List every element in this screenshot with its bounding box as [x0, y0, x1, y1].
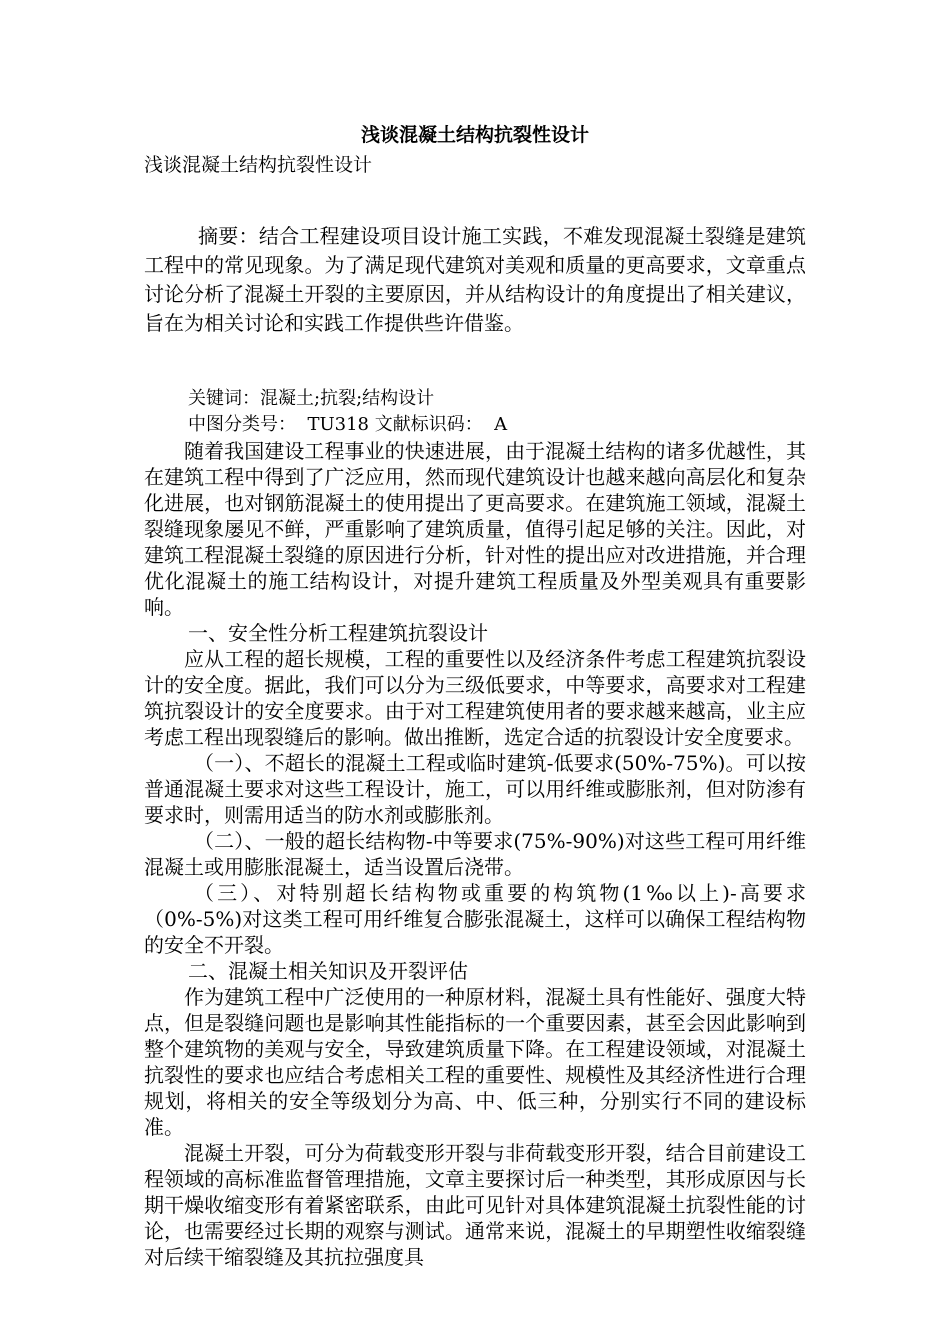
- requirement-medium: （二）、一般的超长结构物-中等要求(75%-90%)对这些工程可用纤维混凝土或用膨胀混凝土，适当设置后浇带。: [144, 829, 806, 879]
- cracking-paragraph: 混凝土开裂，可分为荷载变形开裂与非荷载变形开裂，结合目前建设工程领域的高标准监督管理措施，文章主要探讨后一种类型，其形成原因与长期干燥收缩变形有着紧密联系，由此可见针对具体建筑混凝土抗裂性能的讨论，也需要经过长期的观察与测试。通常来说，混凝土的早期塑性收缩裂缝对后续干缩裂缝及其抗拉强度具: [144, 1141, 806, 1269]
- intro-paragraph: 随着我国建设工程事业的快速进展，由于混凝土结构的诸多优越性，其在建筑工程中得到了广泛应用，然而现代建筑设计也越来越向高层化和复杂化进展，也对钢筋混凝土的使用提出了更高要求。在建筑施工领域，混凝土裂缝现象屡见不鲜，严重影响了建筑质量，值得引起足够的关注。因此，对建筑工程混凝土裂缝的原因进行分析，针对性的提出应对改进措施，并合理优化混凝土的施工结构设计，对提升建筑工程质量及外型美观具有重要影响。: [144, 439, 806, 619]
- classification-line: 中图分类号： TU318 文献标识码： A: [188, 414, 508, 435]
- document-page: [144, 118, 806, 1270]
- section-heading-safety: 一、安全性分析工程建筑抗裂设计: [188, 621, 488, 645]
- document-title: 浅谈混凝土结构抗裂性设计: [360, 124, 589, 146]
- abstract-paragraph: 摘要：结合工程建设项目设计施工实践，不难发现混凝土裂缝是建筑工程中的常见现象。为了满足现代建筑对美观和质量的更高要求，文章重点讨论分析了混凝土开裂的主要原因，并从结构设计的角度提出了相关建议，旨在为相关讨论和实践工作提供些许借鉴。: [144, 224, 806, 335]
- requirement-low: （一）、不超长的混凝土工程或临时建筑-低要求(50%-75%)。可以按普通混凝土要求对这些工程设计，施工，可以用纤维或膨胀剂，但对防渗有要求时，则需用适当的防水剂或膨胀剂。: [144, 751, 806, 827]
- requirement-high: （三）、对特别超长结构物或重要的构筑物(1‰以上)-高要求（0%-5%)对这类工程可用纤维复合膨张混凝土，这样可以确保工程结构物的安全不开裂。: [144, 881, 806, 957]
- document-subtitle: 浅谈混凝土结构抗裂性设计: [144, 154, 373, 176]
- safety-paragraph: 应从工程的超长规模，工程的重要性以及经济条件考虑工程建筑抗裂设计的安全度。据此，我们可以分为三级低要求，中等要求，高要求对工程建筑抗裂设计的安全度要求。由于对工程建筑使用者的要求越来越高，业主应考虑工程出现裂缝后的影响。做出推断，选定合适的抗裂设计安全度要求。: [144, 647, 806, 749]
- concrete-paragraph: 作为建筑工程中广泛使用的一种原材料，混凝土具有性能好、强度大特点，但是裂缝问题也是影响其性能指标的一个重要因素，甚至会因此影响到整个建筑物的美观与安全，导致建筑质量下降。在工程建设领域，对混凝土抗裂性的要求也应结合考虑相关工程的重要性、规模性及其经济性进行合理规划，将相关的安全等级划分为高、中、低三种，分别实行不同的建设标准。: [144, 985, 806, 1139]
- section-heading-concrete: 二、混凝土相关知识及开裂评估: [188, 959, 468, 983]
- keywords-line: 关键词：混凝土;抗裂;结构设计: [188, 388, 435, 409]
